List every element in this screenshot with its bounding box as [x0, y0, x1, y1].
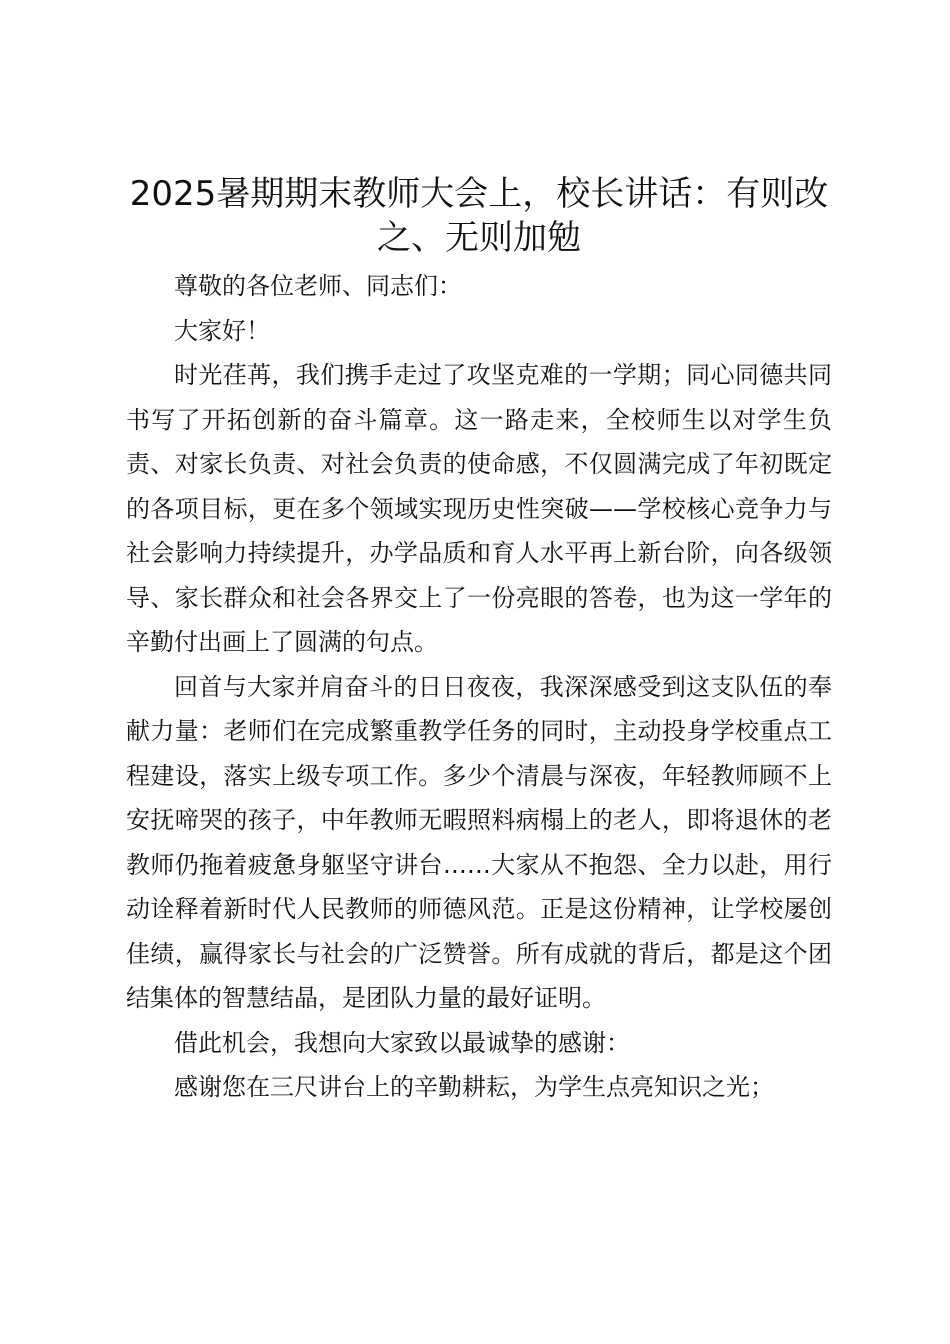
paragraph-salutation: 尊敬的各位老师、同志们： — [174, 272, 462, 300]
paragraph-dedication: 回首与大家并肩奋斗的日日夜夜，我深深感受到这支队伍的奉献力量：老师们在完成繁重教学任务的同时，主动投身学校重点工程建设，落实上级专项工作。多少个清晨与深夜，年轻教师顾不上安抚啼哭的孩子，中年教师无暇照料病榻上的老人，即将退休的老教师仍拖着疲惫身躯坚守讲台……大家从不抱怨、全力以赴，用行动诠释着新时代人民教师的师德风范。正是这份精神，让学校屡创佳绩，赢得家长与社会的广泛赞誉。所有成就的背后，都是这个团结集体的智慧结晶，是团队力量的最好证明。 — [126, 672, 832, 1012]
paragraph-thanks-1: 感谢您在三尺讲台上的辛勤耕耘，为学生点亮知识之光； — [174, 1073, 774, 1101]
document-title: 2025暑期期末教师大会上，校长讲话：有则改之、无则加勉 — [129, 174, 829, 258]
document-page — [126, 172, 832, 1110]
paragraph-review: 时光荏苒，我们携手走过了攻坚克难的一学期；同心同德共同书写了开拓创新的奋斗篇章。这一路走来，全校师生以对学生负责、对家长负责、对社会负责的使命感，不仅圆满完成了年初既定的各项目标，更在多个领域实现历史性突破——学校核心竞争力与社会影响力持续提升，办学品质和育人水平再上新台阶，向各级领导、家长群众和社会各界交上了一份亮眼的答卷，也为这一学年的辛勤付出画上了圆满的句点。 — [126, 361, 832, 656]
paragraph-greeting: 大家好！ — [174, 316, 270, 345]
paragraph-thanks-intro: 借此机会，我想向大家致以最诚挚的感谢： — [174, 1028, 630, 1057]
